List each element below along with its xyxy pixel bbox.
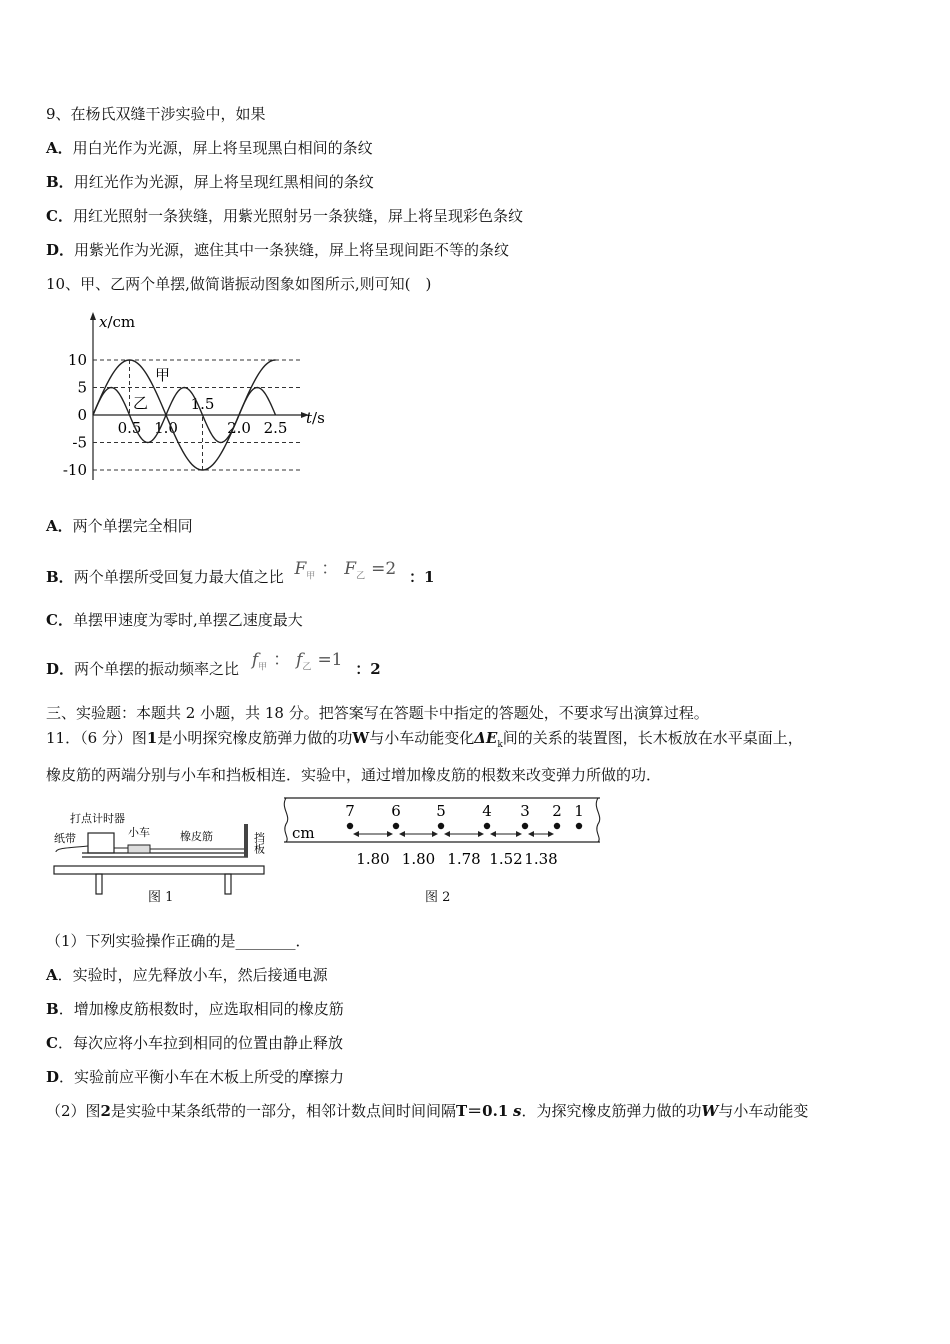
tape-dot: [484, 823, 490, 829]
timer-label: 打点计时器: [70, 812, 125, 825]
q11-work-symbol: W: [352, 729, 370, 747]
arrow-head: [353, 831, 359, 837]
q10-option-a: [46, 515, 193, 536]
y-axis-var: x: [99, 313, 108, 331]
option-letter: D: [46, 1068, 60, 1086]
y-tick-label: 10: [67, 351, 87, 369]
x-axis-var: t: [306, 409, 313, 427]
q11-work-symbol: W: [701, 1102, 719, 1120]
y-axis-label: [99, 313, 135, 331]
oscillation-graph-svg: [55, 308, 345, 488]
option-letter: A．: [46, 139, 73, 157]
q10-option-c: [46, 609, 303, 630]
option-text: 两个单摆所受回复力最大值之比: [73, 568, 284, 586]
option-letter: A．: [46, 517, 73, 535]
x-tick-label: 2.5: [263, 419, 288, 437]
formula-subscript: 甲: [306, 571, 316, 582]
q9-stem: 9、在杨氏双缝干涉实验中，如果: [46, 105, 266, 123]
distance-label: 1.80: [356, 850, 390, 868]
formula-subscript: 乙: [302, 662, 312, 673]
option-letter: B．: [46, 173, 74, 191]
timer-box: [88, 833, 114, 853]
tape-point-label: 5: [436, 802, 446, 820]
baffle: [244, 824, 248, 857]
q9-option-b: [46, 171, 374, 192]
figure-2-paper-tape: [280, 794, 610, 906]
x-tick-label: 0.5: [117, 419, 142, 437]
tape-point-label: 1: [574, 802, 584, 820]
tape-point-label: 3: [520, 802, 530, 820]
option-text: 两个单摆完全相同: [72, 517, 193, 535]
paper-tape: [56, 846, 88, 852]
q11-text: 图: [131, 729, 147, 747]
arrow-head: [432, 831, 438, 837]
formula-value: =2: [371, 559, 397, 579]
q11-option-a: [46, 964, 328, 985]
cart-body: [128, 845, 150, 853]
distance-label: 1.78: [447, 850, 481, 868]
option-text: 用白光作为光源，屏上将呈现黑白相间的条纹: [72, 139, 373, 157]
tape-point-label: 2: [552, 802, 562, 820]
option-text: 用紫光作为光源，遮住其中一条狭缝，屏上将呈现间距不等的条纹: [74, 241, 510, 259]
q11-period-unit: s: [513, 1102, 522, 1120]
formula-symbol: f: [251, 650, 259, 670]
arrow-head: [490, 831, 496, 837]
formula-subscript: 甲: [258, 662, 268, 673]
q11-number: 11．: [46, 729, 81, 747]
q9-option-c: [46, 205, 523, 226]
option-letter: C．: [46, 611, 73, 629]
tape-unit: cm: [292, 824, 315, 842]
band-label: 橡皮筋: [180, 830, 213, 843]
option-letter: B: [46, 1000, 59, 1018]
tape-point-label: 7: [345, 802, 355, 820]
q11-delta-ek: ΔE: [474, 729, 498, 747]
series-jia-label: 甲: [155, 366, 171, 384]
y-tick-label: -10: [62, 461, 87, 479]
q11-sub1: （1）下列实验操作正确的是________．: [46, 932, 311, 950]
q11-sub2-text: ．为探究橡皮筋弹力做的功: [521, 1102, 702, 1120]
distance-label: 1.52: [489, 850, 523, 868]
tape-dot: [576, 823, 582, 829]
arrow-head: [478, 831, 484, 837]
option-tail: ：2: [355, 660, 381, 678]
q10-option-b: [46, 554, 434, 586]
cart-label: 小车: [128, 826, 150, 839]
option-letter: C．: [46, 207, 73, 225]
arrow-head: [528, 831, 534, 837]
q11-ek-subscript: k: [497, 740, 503, 750]
formula-colon: ：: [321, 559, 339, 579]
tape-dot: [554, 823, 560, 829]
arrow-head: [548, 831, 554, 837]
tape-left-tear: [284, 798, 287, 842]
option-letter: B．: [46, 568, 74, 586]
tape-dot: [438, 823, 444, 829]
q11-text: 间的关系的装置图，长木板放在水平桌面上，: [502, 729, 803, 747]
option-text: ．增加橡皮筋根数时，应选取相同的橡皮筋: [58, 1000, 344, 1018]
section-heading: 三、实验题：本题共 2 小题，共 18 分。把答案写在答题卡中指定的答题处，不要求写出演算过程。: [46, 704, 709, 722]
tape-right-tear: [596, 798, 599, 842]
q11-text: 是小明探究橡皮筋弹力做的功: [157, 729, 353, 747]
q11-sub2-text: 是实验中某条纸带的一部分，相邻计数点间时间间隔: [110, 1102, 456, 1120]
q9-option-a: [46, 137, 373, 158]
x-axis-unit: /s: [312, 409, 325, 427]
force-ratio-formula: [294, 559, 397, 582]
q11-sub2: [46, 1100, 808, 1121]
option-letter: A: [46, 966, 58, 984]
option-text: 用红光作为光源，屏上将呈现红黑相间的条纹: [73, 173, 374, 191]
option-text: ．实验前应平衡小车在木板上所受的摩擦力: [59, 1068, 345, 1086]
frequency-ratio-formula: [251, 650, 343, 673]
option-text: 用红光照射一条狭缝，用紫光照射另一条狭缝，屏上将呈现彩色条纹: [72, 207, 523, 225]
q10-stem: 10、甲、乙两个单摆,做简谐振动图象如图所示,则可知( ): [46, 275, 432, 293]
tape-label: 纸带: [54, 832, 76, 845]
option-text: 两个单摆的振动频率之比: [74, 660, 240, 678]
y-tick-label: 5: [77, 378, 87, 397]
q9-option-d: [46, 239, 509, 260]
option-letter: C: [46, 1034, 58, 1052]
distance-label: 1.80: [401, 850, 436, 868]
q11-option-b: [46, 998, 344, 1019]
q11-fig-number: 1: [146, 729, 158, 747]
tape-dot: [347, 823, 353, 829]
q11-sub2-text: （2）图: [46, 1102, 101, 1120]
tape-point-label: 6: [391, 802, 401, 820]
formula-symbol: f: [296, 650, 303, 670]
q11-stem-line1: [46, 727, 803, 750]
table-top: [54, 866, 264, 874]
formula-symbol: F: [344, 559, 357, 579]
distance-label: 1.38: [524, 850, 558, 868]
series-yi-label: 乙: [133, 394, 149, 412]
arrow-head: [444, 831, 450, 837]
q11-points: （6 分）: [80, 729, 132, 747]
x-tick-label: 1.5: [190, 395, 215, 413]
y-axis-unit: /cm: [107, 313, 136, 331]
oscillation-graph: [55, 308, 345, 488]
formula-symbol: F: [294, 559, 307, 579]
q11-option-d: [46, 1066, 344, 1087]
tape-dot: [393, 823, 399, 829]
q11-sub2-text: 与小车动能变: [718, 1102, 809, 1120]
q11-option-c: [46, 1032, 343, 1053]
option-text: ．实验时，应先释放小车，然后接通电源: [57, 966, 328, 984]
tape-point-label: 4: [482, 802, 492, 820]
q11-fig-number: 2: [100, 1102, 111, 1120]
formula-subscript: 乙: [356, 571, 366, 582]
option-tail: ：1: [408, 568, 435, 586]
q11-stem-line2: 橡皮筋的两端分别与小车和挡板相连．实验中，通过增加橡皮筋的根数来改变弹力所做的功．: [46, 766, 662, 784]
q10-option-d: [46, 645, 381, 677]
q11-period-value: T＝0.1: [456, 1102, 509, 1120]
x-tick-label: 2.0: [227, 419, 251, 437]
baffle-label: 挡板: [252, 832, 266, 854]
x-tick-label: 1.0: [154, 419, 178, 437]
figure-2-svg: [280, 794, 610, 876]
table-leg-left: [96, 874, 102, 894]
y-axis-arrow: [90, 312, 96, 320]
arrow-head: [399, 831, 405, 837]
y-tick-label: 0: [77, 406, 87, 424]
formula-value: =1: [317, 650, 343, 670]
table-leg-right: [225, 874, 231, 894]
x-axis-label: [306, 409, 325, 427]
q11-text: 与小车动能变化: [369, 729, 475, 747]
y-tick-label: -5: [72, 433, 87, 452]
arrow-head: [516, 831, 522, 837]
figure-1-caption: 图 1: [148, 890, 174, 905]
arrow-head: [387, 831, 393, 837]
tape-dot: [522, 823, 528, 829]
option-letter: D．: [46, 241, 75, 259]
formula-colon: ：: [273, 650, 291, 670]
option-text: ．每次应将小车拉到相同的位置由静止释放: [57, 1034, 343, 1052]
figure-2-caption: 图 2: [425, 890, 451, 905]
option-letter: D．: [46, 660, 75, 678]
figure-1-apparatus: [52, 808, 274, 908]
option-text: 单摆甲速度为零时,单摆乙速度最大: [72, 611, 303, 629]
